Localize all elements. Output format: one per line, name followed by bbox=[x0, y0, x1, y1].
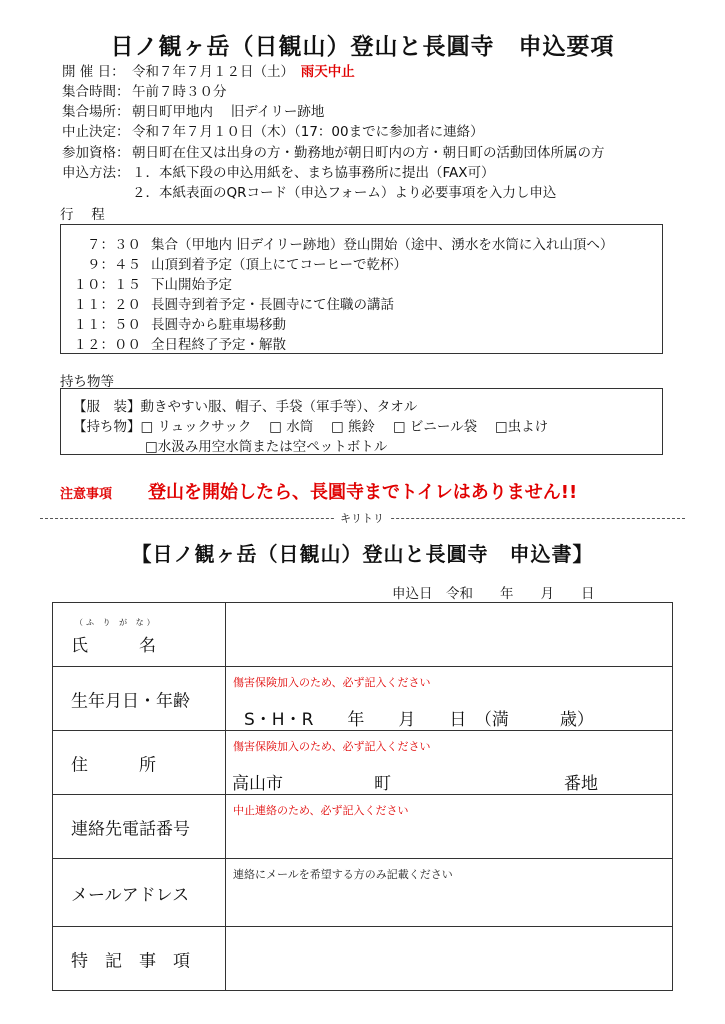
form-row-name bbox=[53, 603, 673, 667]
schedule-time: １０：１５ bbox=[73, 277, 141, 293]
event-date-value: 令和７年７月１２日（土） bbox=[132, 64, 288, 80]
page-title: 日ノ観ヶ岳（日観山）登山と長圓寺 申込要項 bbox=[110, 34, 615, 60]
cancel-decision-label: 中止決定： bbox=[62, 124, 130, 140]
remarks-field[interactable] bbox=[226, 927, 673, 991]
birth-value: S・H・R 年 月 日 （満 歳） bbox=[244, 710, 594, 730]
apply-method-label: 申込方法： bbox=[62, 165, 130, 181]
qualification-label: 参加資格： bbox=[62, 145, 130, 161]
schedule-desc: 集合（甲地内 旧デイリー跡地）登山開始（途中、湧水を水筒に入れ山頂へ） bbox=[151, 237, 614, 253]
schedule-desc: 下山開始予定 bbox=[151, 277, 232, 293]
birth-field[interactable] bbox=[226, 667, 673, 731]
form-row-address bbox=[53, 731, 673, 795]
address-city: 高山市 bbox=[232, 774, 283, 794]
address-label-cell bbox=[53, 731, 226, 795]
phone-label: 連絡先電話番号 bbox=[71, 819, 190, 839]
form-row-remarks bbox=[53, 927, 673, 991]
form-title: 【日ノ観ヶ岳（日観山）登山と長圓寺 申込書】 bbox=[131, 542, 594, 566]
form-row-phone bbox=[53, 795, 673, 859]
furigana-label: （ふ り が な） bbox=[75, 618, 158, 627]
birth-label-cell bbox=[53, 667, 226, 731]
event-date-row bbox=[62, 62, 355, 82]
schedule-time: １１：２０ bbox=[73, 297, 141, 313]
form-row-email bbox=[53, 859, 673, 927]
schedule-row bbox=[61, 273, 232, 293]
name-label-cell bbox=[53, 603, 226, 667]
phone-label-cell bbox=[53, 795, 226, 859]
address-town: 町 bbox=[374, 774, 391, 794]
caution-text: 登山を開始したら、長圓寺までトイレはありません!! bbox=[148, 482, 578, 503]
belongings-line-2: □水汲み用空水筒または空ペットボトル bbox=[145, 439, 388, 455]
email-note: 連絡にメールを希望する方のみ記載ください bbox=[233, 868, 453, 881]
cancel-decision-row bbox=[62, 122, 484, 142]
meeting-time-row bbox=[62, 82, 227, 102]
schedule-desc: 山頂到着予定（頂上にてコーヒーで乾杯） bbox=[151, 257, 407, 273]
cut-label: キリトリ bbox=[334, 510, 390, 526]
phone-note: 中止連絡のため、必ず記入ください bbox=[233, 804, 409, 817]
meeting-place-label: 集合場所： bbox=[62, 104, 130, 120]
apply-method-2: ２．本紙表面のQRコード（申込フォーム）より必要事項を入力し申込 bbox=[132, 185, 557, 201]
schedule-time: ９：４５ bbox=[87, 257, 141, 273]
meeting-place-row bbox=[62, 102, 324, 122]
cancel-decision-value: 令和７年７月１０日（木）（17：00までに参加者に連絡） bbox=[132, 124, 484, 140]
belongings-line: 【持ち物】□ リュックサック □ 水筒 □ 熊鈴 □ ビニール袋 □虫よけ bbox=[73, 419, 549, 435]
email-label-cell bbox=[53, 859, 226, 927]
schedule-row bbox=[61, 233, 613, 253]
apply-date: 申込日 令和 年 月 日 bbox=[392, 586, 595, 602]
remarks-label: 特 記 事 項 bbox=[71, 951, 190, 971]
items-box bbox=[60, 388, 663, 455]
schedule-time: １１：５０ bbox=[73, 317, 141, 333]
qualification-row bbox=[62, 143, 605, 163]
apply-method-row bbox=[62, 163, 495, 183]
meeting-place-value: 朝日町甲地内 旧デイリー跡地 bbox=[132, 104, 325, 120]
remarks-label-cell bbox=[53, 927, 226, 991]
birth-label: 生年月日・年齢 bbox=[71, 691, 190, 711]
event-date-label: 開 催 日： bbox=[62, 64, 125, 80]
phone-field[interactable] bbox=[226, 795, 673, 859]
schedule-row bbox=[61, 313, 286, 333]
application-form bbox=[52, 602, 673, 991]
schedule-row bbox=[61, 253, 407, 273]
email-label: メールアドレス bbox=[71, 885, 190, 905]
address-banchi: 番地 bbox=[564, 774, 598, 794]
schedule-row bbox=[61, 333, 286, 353]
qualification-value: 朝日町在住又は出身の方・勤務地が朝日町内の方・朝日町の活動団体所属の方 bbox=[132, 145, 605, 161]
meeting-time-label: 集合時間： bbox=[62, 84, 130, 100]
address-note: 傷害保険加入のため、必ず記入ください bbox=[233, 740, 431, 753]
schedule-desc: 長圓寺到着予定・長圓寺にて住職の講話 bbox=[151, 297, 394, 313]
schedule-label: 行 程 bbox=[60, 207, 105, 223]
meeting-time-value: 午前７時３０分 bbox=[132, 84, 227, 100]
schedule-box bbox=[60, 224, 663, 354]
clothes-line: 【服 装】動きやすい服、帽子、手袋（軍手等）、タオル bbox=[73, 399, 418, 415]
schedule-desc: 長圓寺から駐車場移動 bbox=[151, 317, 286, 333]
email-field[interactable] bbox=[226, 859, 673, 927]
name-field[interactable] bbox=[226, 603, 673, 667]
rain-cancel-note: 雨天中止 bbox=[300, 64, 355, 80]
apply-method-1: １．本紙下段の申込用紙を、まち協事務所に提出（FAX可） bbox=[132, 165, 495, 181]
birth-note: 傷害保険加入のため、必ず記入ください bbox=[233, 676, 431, 689]
schedule-row bbox=[61, 293, 394, 313]
name-label: 氏 名 bbox=[71, 636, 156, 656]
items-label: 持ち物等 bbox=[60, 374, 114, 390]
address-field[interactable] bbox=[226, 731, 673, 795]
schedule-desc: 全日程終了予定・解散 bbox=[151, 337, 286, 353]
address-label: 住 所 bbox=[71, 755, 156, 775]
schedule-time: １２：００ bbox=[73, 337, 141, 353]
schedule-time: ７：３０ bbox=[87, 237, 141, 253]
form-row-birth bbox=[53, 667, 673, 731]
caution-label: 注意事項 bbox=[60, 487, 113, 502]
